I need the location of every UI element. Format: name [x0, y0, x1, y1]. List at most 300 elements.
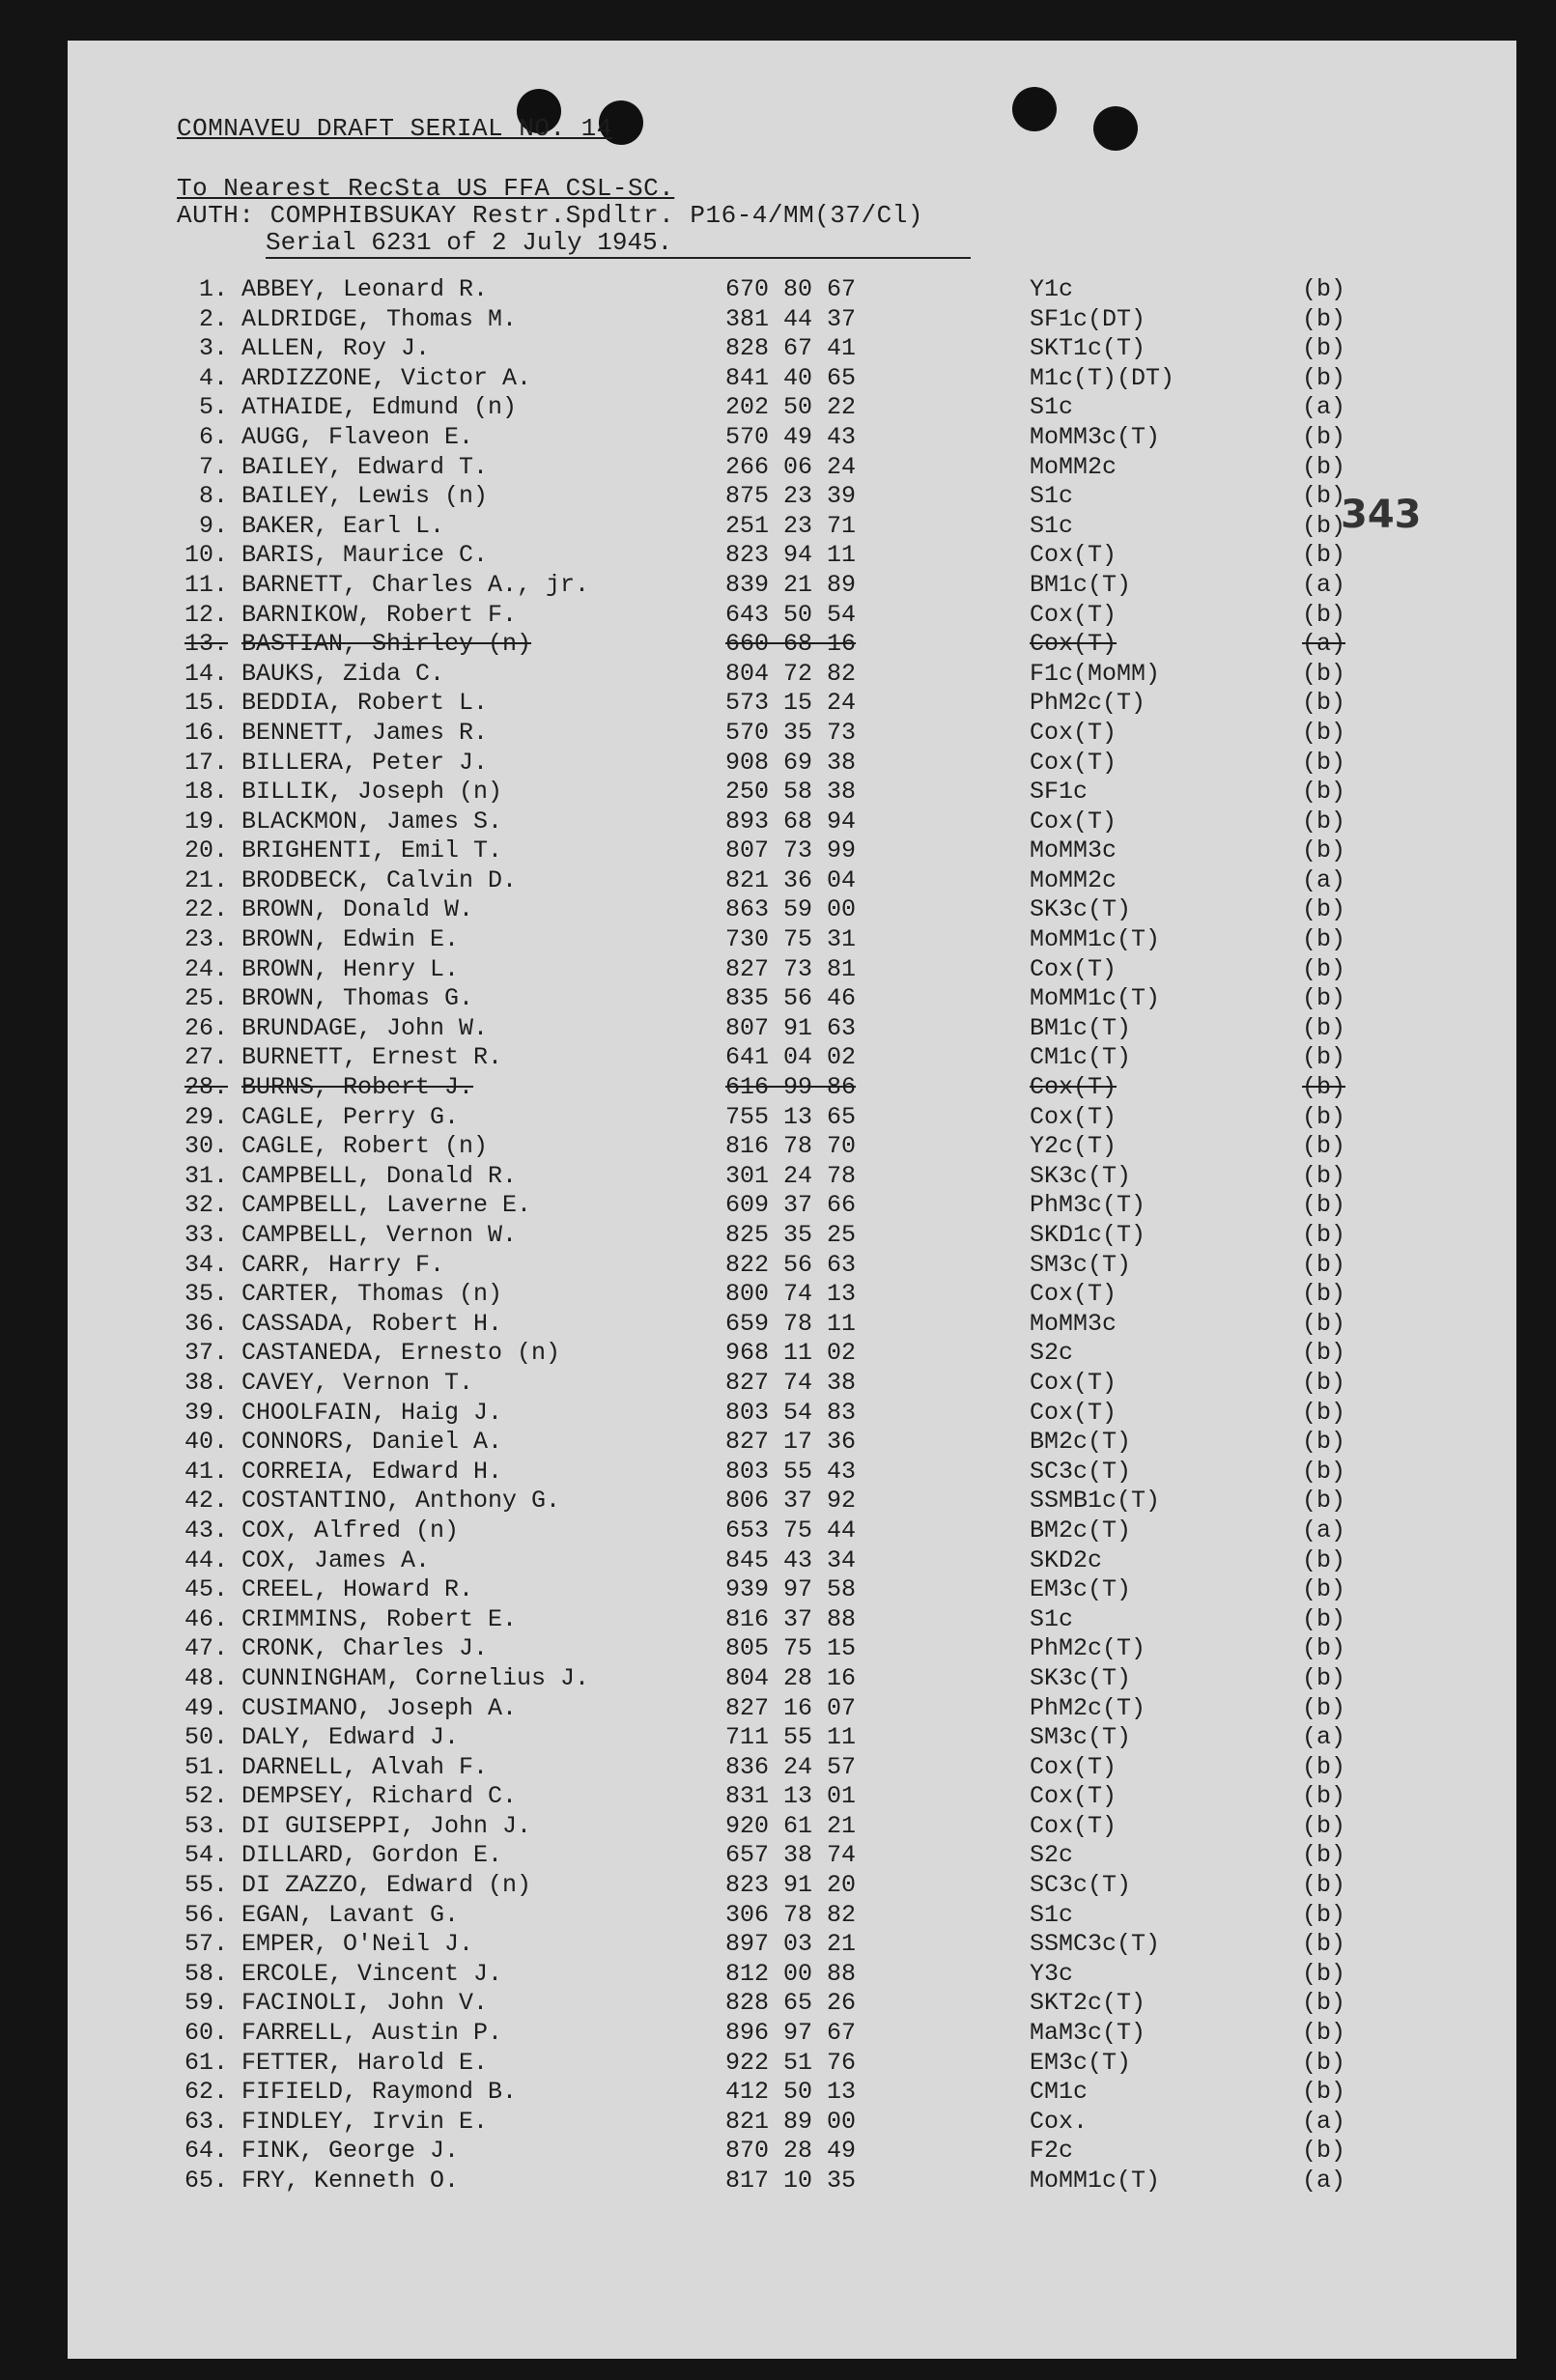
rating: SKT1c(T): [1030, 334, 1146, 363]
rating: SF1c: [1030, 778, 1089, 807]
service-number: 804 28 16: [725, 1663, 857, 1692]
sailor-name: CORREIA, Edward H.: [241, 1457, 503, 1486]
service-number: 250 58 38: [725, 778, 857, 807]
service-number: 908 69 38: [725, 748, 857, 777]
category: (b): [1302, 1280, 1346, 1309]
roster-row: [172, 1634, 1428, 1664]
serial-line: Serial 6231 of 2 July 1945.: [266, 228, 971, 259]
category: (b): [1302, 511, 1346, 540]
category: (b): [1302, 689, 1346, 718]
draft-serial-title: COMNAVEU DRAFT SERIAL NO. 14: [177, 114, 612, 143]
entry-number: 13.: [184, 630, 228, 659]
category: (b): [1302, 1309, 1346, 1338]
service-number: 823 91 20: [725, 1871, 857, 1900]
entry-number: 47.: [184, 1634, 228, 1663]
service-number: 828 67 41: [725, 334, 857, 363]
roster-row: [172, 482, 1428, 512]
entry-number: 37.: [184, 1339, 228, 1368]
rating: SK3c(T): [1030, 1663, 1132, 1692]
rating: CM1c: [1030, 2078, 1089, 2107]
category: (b): [1302, 1191, 1346, 1220]
category: (b): [1302, 1575, 1346, 1604]
rating: BM2c(T): [1030, 1516, 1132, 1544]
rating: MoMM2c: [1030, 865, 1117, 894]
service-number: 893 68 94: [725, 807, 857, 836]
rating: Cox(T): [1030, 541, 1117, 570]
entry-number: 23.: [184, 925, 228, 954]
rating: S1c: [1030, 1604, 1074, 1633]
roster-row: [172, 778, 1428, 808]
roster-row: [172, 1073, 1428, 1103]
roster-row: [172, 305, 1428, 335]
rating: CM1c(T): [1030, 1043, 1132, 1072]
rating: SF1c(DT): [1030, 304, 1146, 333]
category: (a): [1302, 1723, 1346, 1752]
category: (b): [1302, 748, 1346, 777]
entry-number: 10.: [184, 541, 228, 570]
roster-row: [172, 512, 1428, 542]
service-number: 823 94 11: [725, 541, 857, 570]
entry-number: 26.: [184, 1013, 228, 1042]
rating: Cox(T): [1030, 1102, 1117, 1131]
rating: Cox(T): [1030, 718, 1117, 747]
roster-row: [172, 808, 1428, 837]
sailor-name: CAGLE, Robert (n): [241, 1132, 489, 1161]
entry-number: 22.: [184, 895, 228, 924]
entry-number: 64.: [184, 2137, 228, 2166]
roster-row: [172, 1458, 1428, 1488]
sailor-name: BROWN, Donald W.: [241, 895, 474, 924]
service-number: 875 23 39: [725, 482, 857, 511]
rating: Cox(T): [1030, 954, 1117, 983]
entry-number: 4.: [198, 363, 228, 392]
roster-row: [172, 2108, 1428, 2138]
sailor-name: AUGG, Flaveon E.: [241, 422, 474, 451]
rating: MaM3c(T): [1030, 2019, 1146, 2048]
rating: SC3c(T): [1030, 1457, 1132, 1486]
service-number: 821 36 04: [725, 865, 857, 894]
service-number: 755 13 65: [725, 1102, 857, 1131]
entry-number: 45.: [184, 1575, 228, 1604]
service-number: 266 06 24: [725, 452, 857, 481]
category: (b): [1302, 1782, 1346, 1811]
rating: Y3c: [1030, 1959, 1074, 1988]
category: (b): [1302, 1811, 1346, 1840]
entry-number: 5.: [198, 393, 228, 422]
roster-row: [172, 2019, 1428, 2049]
service-number: 825 35 25: [725, 1221, 857, 1249]
sailor-name: CASTANEDA, Ernesto (n): [241, 1339, 561, 1368]
sailor-name: BAILEY, Edward T.: [241, 452, 489, 481]
entry-number: 9.: [198, 511, 228, 540]
rating: PhM2c(T): [1030, 1634, 1146, 1663]
sailor-name: CASSADA, Robert H.: [241, 1309, 503, 1338]
category: (b): [1302, 1339, 1346, 1368]
roster-row: [172, 1103, 1428, 1133]
entry-number: 28.: [184, 1073, 228, 1102]
sailor-name: CAMPBELL, Vernon W.: [241, 1221, 518, 1249]
entry-number: 20.: [184, 836, 228, 865]
category: (b): [1302, 1161, 1346, 1190]
service-number: 807 73 99: [725, 836, 857, 865]
roster-row: [172, 2137, 1428, 2167]
service-number: 841 40 65: [725, 363, 857, 392]
roster-row: [172, 719, 1428, 749]
rating: SKT2c(T): [1030, 1989, 1146, 2018]
entry-number: 33.: [184, 1221, 228, 1249]
sailor-name: BAKER, Earl L.: [241, 511, 445, 540]
sailor-name: BROWN, Henry L.: [241, 954, 460, 983]
category: (b): [1302, 1132, 1346, 1161]
rating: S1c: [1030, 482, 1074, 511]
service-number: 831 13 01: [725, 1782, 857, 1811]
rating: SM3c(T): [1030, 1723, 1132, 1752]
rating: MoMM1c(T): [1030, 2167, 1161, 2195]
entry-number: 31.: [184, 1161, 228, 1190]
rating: S1c: [1030, 393, 1074, 422]
rating: MoMM1c(T): [1030, 984, 1161, 1013]
sailor-name: COX, James A.: [241, 1545, 431, 1574]
rating: BM1c(T): [1030, 1013, 1132, 1042]
rating: SM3c(T): [1030, 1250, 1132, 1279]
rating: Cox(T): [1030, 1368, 1117, 1397]
rating: MoMM3c: [1030, 836, 1117, 865]
service-number: 643 50 54: [725, 600, 857, 629]
category: (b): [1302, 2078, 1346, 2107]
entry-number: 49.: [184, 1693, 228, 1722]
entry-number: 57.: [184, 1930, 228, 1959]
service-number: 821 89 00: [725, 2107, 857, 2136]
sailor-name: FINDLEY, Irvin E.: [241, 2107, 489, 2136]
category: (b): [1302, 600, 1346, 629]
category: (b): [1302, 2019, 1346, 2048]
sailor-name: CAMPBELL, Donald R.: [241, 1161, 518, 1190]
rating: BM2c(T): [1030, 1428, 1132, 1457]
service-number: 922 51 76: [725, 2048, 857, 2077]
roster-row: [172, 866, 1428, 896]
roster-row: [172, 393, 1428, 423]
rating: Cox(T): [1030, 1280, 1117, 1309]
category: (b): [1302, 1663, 1346, 1692]
category: (b): [1302, 1043, 1346, 1072]
rating: SSMB1c(T): [1030, 1487, 1161, 1516]
sailor-name: BRUNDAGE, John W.: [241, 1013, 489, 1042]
service-number: 804 72 82: [725, 659, 857, 688]
category: (b): [1302, 1900, 1346, 1929]
category: (b): [1302, 363, 1346, 392]
entry-number: 12.: [184, 600, 228, 629]
entry-number: 41.: [184, 1457, 228, 1486]
service-number: 845 43 34: [725, 1545, 857, 1574]
category: (b): [1302, 836, 1346, 865]
entry-number: 7.: [198, 452, 228, 481]
roster-row: [172, 1399, 1428, 1429]
entry-number: 48.: [184, 1663, 228, 1692]
category: (b): [1302, 2137, 1346, 2166]
service-number: 803 55 43: [725, 1457, 857, 1486]
rating: MoMM2c: [1030, 452, 1117, 481]
service-number: 822 56 63: [725, 1250, 857, 1279]
service-number: 827 73 81: [725, 954, 857, 983]
entry-number: 39.: [184, 1398, 228, 1427]
sailor-name: FETTER, Harold E.: [241, 2048, 489, 2077]
sailor-name: DILLARD, Gordon E.: [241, 1841, 503, 1870]
entry-number: 65.: [184, 2167, 228, 2195]
rating: M1c(T)(DT): [1030, 363, 1175, 392]
sailor-name: BARNETT, Charles A., jr.: [241, 570, 590, 599]
roster-row: [172, 2049, 1428, 2079]
category: (a): [1302, 865, 1346, 894]
category: (a): [1302, 393, 1346, 422]
service-number: 202 50 22: [725, 393, 857, 422]
roster-row: [172, 423, 1428, 453]
roster-row: [172, 955, 1428, 985]
sailor-name: FARRELL, Austin P.: [241, 2019, 503, 2048]
sailor-name: BILLIK, Joseph (n): [241, 778, 503, 807]
sailor-name: ATHAIDE, Edmund (n): [241, 393, 518, 422]
entry-number: 43.: [184, 1516, 228, 1544]
entry-number: 24.: [184, 954, 228, 983]
service-number: 828 65 26: [725, 1989, 857, 2018]
category: (b): [1302, 807, 1346, 836]
service-number: 920 61 21: [725, 1811, 857, 1840]
rating: Cox.: [1030, 2107, 1089, 2136]
sailor-name: BEDDIA, Robert L.: [241, 689, 489, 718]
entry-number: 59.: [184, 1989, 228, 2018]
roster-row: [172, 1191, 1428, 1221]
entry-number: 29.: [184, 1102, 228, 1131]
roster-row: [172, 1605, 1428, 1635]
rating: Y1c: [1030, 275, 1074, 303]
roster-row: [172, 541, 1428, 571]
roster-row: [172, 1664, 1428, 1694]
entry-number: 1.: [198, 275, 228, 303]
category: (b): [1302, 1250, 1346, 1279]
roster-row: [172, 1369, 1428, 1399]
entry-number: 16.: [184, 718, 228, 747]
sailor-name: DI ZAZZO, Edward (n): [241, 1871, 532, 1900]
rating: SC3c(T): [1030, 1871, 1132, 1900]
category: (b): [1302, 1457, 1346, 1486]
service-number: 670 80 67: [725, 275, 857, 303]
service-number: 817 10 35: [725, 2167, 857, 2195]
service-number: 570 35 73: [725, 718, 857, 747]
roster-row: [172, 1487, 1428, 1516]
entry-number: 36.: [184, 1309, 228, 1338]
entry-number: 6.: [198, 422, 228, 451]
category: (b): [1302, 984, 1346, 1013]
roster-row: [172, 1132, 1428, 1162]
category: (a): [1302, 2167, 1346, 2195]
roster-row: [172, 925, 1428, 955]
category: (a): [1302, 1516, 1346, 1544]
rating: S1c: [1030, 1900, 1074, 1929]
entry-number: 21.: [184, 865, 228, 894]
rating: MoMM3c: [1030, 1309, 1117, 1338]
category: (b): [1302, 1841, 1346, 1870]
sailor-name: BAUKS, Zida C.: [241, 659, 445, 688]
sailor-name: ERCOLE, Vincent J.: [241, 1959, 503, 1988]
sailor-name: ABBEY, Leonard R.: [241, 275, 489, 303]
roster-row: [172, 660, 1428, 690]
category: (b): [1302, 1752, 1346, 1781]
service-number: 803 54 83: [725, 1398, 857, 1427]
service-number: 806 37 92: [725, 1487, 857, 1516]
rating: S2c: [1030, 1339, 1074, 1368]
roster-row: [172, 1546, 1428, 1576]
service-number: 659 78 11: [725, 1309, 857, 1338]
entry-number: 19.: [184, 807, 228, 836]
rating: Cox(T): [1030, 748, 1117, 777]
service-number: 870 28 49: [725, 2137, 857, 2166]
service-number: 805 75 15: [725, 1634, 857, 1663]
roster-row: [172, 1162, 1428, 1192]
roster-row: [172, 1575, 1428, 1605]
category: (b): [1302, 482, 1346, 511]
roster-row: [172, 1221, 1428, 1251]
sailor-name: BRIGHENTI, Emil T.: [241, 836, 503, 865]
margin-page-number: 343: [1341, 493, 1422, 537]
service-number: 836 24 57: [725, 1752, 857, 1781]
rating: SKD2c: [1030, 1545, 1103, 1574]
category: (b): [1302, 1487, 1346, 1516]
sailor-name: ALDRIDGE, Thomas M.: [241, 304, 518, 333]
category: (b): [1302, 1930, 1346, 1959]
rating: PhM3c(T): [1030, 1191, 1146, 1220]
sailor-name: ALLEN, Roy J.: [241, 334, 431, 363]
category: (b): [1302, 452, 1346, 481]
category: (a): [1302, 630, 1346, 659]
category: (b): [1302, 1959, 1346, 1988]
roster-row: [172, 1753, 1428, 1783]
category: (b): [1302, 778, 1346, 807]
roster-row: [172, 1694, 1428, 1724]
rating: Y2c(T): [1030, 1132, 1117, 1161]
sailor-name: FIFIELD, Raymond B.: [241, 2078, 518, 2107]
service-number: 657 38 74: [725, 1841, 857, 1870]
category: (b): [1302, 1871, 1346, 1900]
category: (b): [1302, 1545, 1346, 1574]
rating: EM3c(T): [1030, 2048, 1132, 2077]
roster-row: [172, 1901, 1428, 1931]
category: (b): [1302, 1634, 1346, 1663]
roster-row: [172, 364, 1428, 394]
roster-row: [172, 1930, 1428, 1960]
service-number: 570 49 43: [725, 422, 857, 451]
category: (b): [1302, 895, 1346, 924]
roster-row: [172, 453, 1428, 483]
sailor-name: CAMPBELL, Laverne E.: [241, 1191, 532, 1220]
service-number: 653 75 44: [725, 1516, 857, 1544]
roster-row: [172, 1516, 1428, 1546]
sailor-name: BURNS, Robert J.: [241, 1073, 474, 1102]
category: (b): [1302, 925, 1346, 954]
category: (b): [1302, 304, 1346, 333]
rating: BM1c(T): [1030, 570, 1132, 599]
sailor-name: BURNETT, Ernest R.: [241, 1043, 503, 1072]
sailor-name: FINK, George J.: [241, 2137, 460, 2166]
rating: Cox(T): [1030, 807, 1117, 836]
sailor-name: BARNIKOW, Robert F.: [241, 600, 518, 629]
roster-row: [172, 1812, 1428, 1842]
sailor-name: EMPER, O'Neil J.: [241, 1930, 474, 1959]
entry-number: 14.: [184, 659, 228, 688]
sailor-name: CUNNINGHAM, Cornelius J.: [241, 1663, 590, 1692]
entry-number: 27.: [184, 1043, 228, 1072]
roster-row: [172, 1960, 1428, 1990]
category: (b): [1302, 2048, 1346, 2077]
service-number: 301 24 78: [725, 1161, 857, 1190]
sailor-name: EGAN, Lavant G.: [241, 1900, 460, 1929]
roster-row: [172, 1841, 1428, 1871]
entry-number: 55.: [184, 1871, 228, 1900]
service-number: 812 00 88: [725, 1959, 857, 1988]
category: (b): [1302, 659, 1346, 688]
roster-row: [172, 1310, 1428, 1340]
category: (b): [1302, 954, 1346, 983]
entry-number: 63.: [184, 2107, 228, 2136]
service-number: 827 17 36: [725, 1428, 857, 1457]
sailor-name: BROWN, Edwin E.: [241, 925, 460, 954]
service-number: 968 11 02: [725, 1339, 857, 1368]
entry-number: 18.: [184, 778, 228, 807]
entry-number: 42.: [184, 1487, 228, 1516]
roster-list: [172, 275, 1428, 2196]
service-number: 800 74 13: [725, 1280, 857, 1309]
category: (b): [1302, 334, 1346, 363]
service-number: 573 15 24: [725, 689, 857, 718]
sailor-name: CHOOLFAIN, Haig J.: [241, 1398, 503, 1427]
sailor-name: CREEL, Howard R.: [241, 1575, 474, 1604]
rating: Cox(T): [1030, 1752, 1117, 1781]
entry-number: 46.: [184, 1604, 228, 1633]
rating: Cox(T): [1030, 1398, 1117, 1427]
sailor-name: CAVEY, Vernon T.: [241, 1368, 474, 1397]
category: (b): [1302, 1073, 1346, 1102]
roster-row: [172, 689, 1428, 719]
category: (b): [1302, 1221, 1346, 1249]
rating: SKD1c(T): [1030, 1221, 1146, 1249]
service-number: 616 99 86: [725, 1073, 857, 1102]
service-number: 896 97 67: [725, 2019, 857, 2048]
roster-row: [172, 1989, 1428, 2019]
entry-number: 11.: [184, 570, 228, 599]
rating: Cox(T): [1030, 1782, 1117, 1811]
sailor-name: BRODBECK, Calvin D.: [241, 865, 518, 894]
roster-row: [172, 334, 1428, 364]
entry-number: 61.: [184, 2048, 228, 2077]
roster-row: [172, 1428, 1428, 1458]
roster-row: [172, 749, 1428, 779]
sailor-name: BENNETT, James R.: [241, 718, 489, 747]
service-number: 660 68 16: [725, 630, 857, 659]
roster-row: [172, 601, 1428, 631]
category: (b): [1302, 1604, 1346, 1633]
rating: F2c: [1030, 2137, 1074, 2166]
service-number: 827 74 38: [725, 1368, 857, 1397]
entry-number: 35.: [184, 1280, 228, 1309]
sailor-name: CUSIMANO, Joseph A.: [241, 1693, 518, 1722]
entry-number: 53.: [184, 1811, 228, 1840]
service-number: 730 75 31: [725, 925, 857, 954]
service-number: 835 56 46: [725, 984, 857, 1013]
category: (a): [1302, 570, 1346, 599]
punch-hole: [1093, 106, 1138, 151]
category: (b): [1302, 1368, 1346, 1397]
sailor-name: BILLERA, Peter J.: [241, 748, 489, 777]
entry-number: 54.: [184, 1841, 228, 1870]
category: (b): [1302, 1428, 1346, 1457]
